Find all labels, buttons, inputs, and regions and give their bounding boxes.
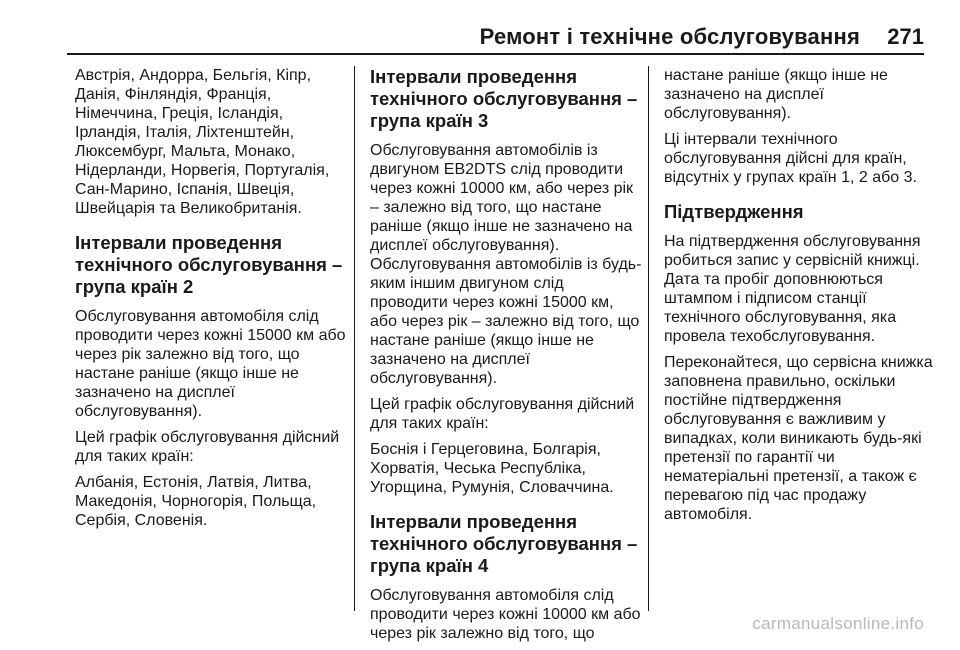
page-header [0, 0, 960, 62]
column-3 [664, 66, 936, 531]
column-1 [75, 66, 347, 537]
group3-countries: Боснія і Герцеговина, Болгарія, Хорватія, Чеська Республіка, Угорщина, Румунія, Словаччина. [370, 441, 614, 496]
confirmation-advice: Переконайтеся, що сервісна книжка заповнена правильно, оскільки постійне підтвердження обслуговування є важливим у випадках, коли виникають будь-які претензії по гарантії чи нематеріальні претензії, а також є перевагою під час продажу автомобіля. [664, 354, 933, 523]
group2-schedule-note: Цей графік обслуговування дійсний для таких країн: [75, 429, 340, 465]
group3-text: Обслуговування автомобілів із двигуном EB2DTS слід проводити через кожні 10000 км, або через рік – залежно від того, що настане раніше (якщо інше не зазначено на дисплеї обслуговування). Обслуговування автомобілів із будь-яким іншим двигуном слід проводити через кожні 15000 км, або через рік – залежно від того, що настане раніше (якщо інше не зазначено на дисплеї обслуговування). [370, 142, 642, 387]
group4-continued: настане раніше (якщо інше не зазначено на дисплеї обслуговування). [664, 67, 888, 122]
confirmation-heading: Підтвердження [664, 201, 804, 222]
group3-schedule-note: Цей графік обслуговування дійсний для таких країн: [370, 396, 635, 432]
countries-list-group1: Австрія, Андорра, Бельгія, Кіпр, Данія, Фінляндія, Франція, Німеччина, Греція, Ісландія, Ірландія, Італія, Ліхтенштейн, Люксембург, Мальта, Монако, Нідерланди, Норвегія, Португалія, Сан-Марино, Іспанія, Швеція, Швейцарія та Великобританія. [75, 67, 330, 217]
column-divider [354, 66, 355, 611]
header-divider [67, 53, 924, 55]
section-title: Ремонт і технічне обслуговування [479, 24, 860, 49]
group3-heading: Інтервали проведення технічного обслуговування – група країн 3 [370, 66, 638, 131]
group4-validity: Ці інтервали технічного обслуговування дійсні для країн, відсутніх у групах країн 1, 2 або 3. [664, 131, 917, 186]
column-divider [648, 66, 649, 611]
group2-text: Обслуговування автомобіля слід проводити через кожні 15000 км або через рік залежно від того, що настане раніше (якщо інше не зазначено на дисплеї обслуговування). [75, 308, 346, 420]
group4-heading: Інтервали проведення технічного обслуговування – група країн 4 [370, 511, 638, 576]
page-number: 271 [887, 24, 924, 49]
group4-text: Обслуговування автомобіля слід проводити через кожні 10000 км або через рік залежно від того, що [370, 587, 641, 642]
column-2 [370, 66, 642, 650]
group2-heading: Інтервали проведення технічного обслуговування – група країн 2 [75, 232, 343, 297]
group2-countries: Албанія, Естонія, Латвія, Литва, Македонія, Чорногорія, Польща, Сербія, Словенія. [75, 474, 317, 529]
confirmation-text: На підтвердження обслуговування робиться запис у сервісній книжці. Дата та пробіг доповнюються штампом і підписом станції технічного обслуговування, яка провела техобслуговування. [664, 233, 921, 345]
watermark: carmanualsonline.info [752, 614, 924, 633]
